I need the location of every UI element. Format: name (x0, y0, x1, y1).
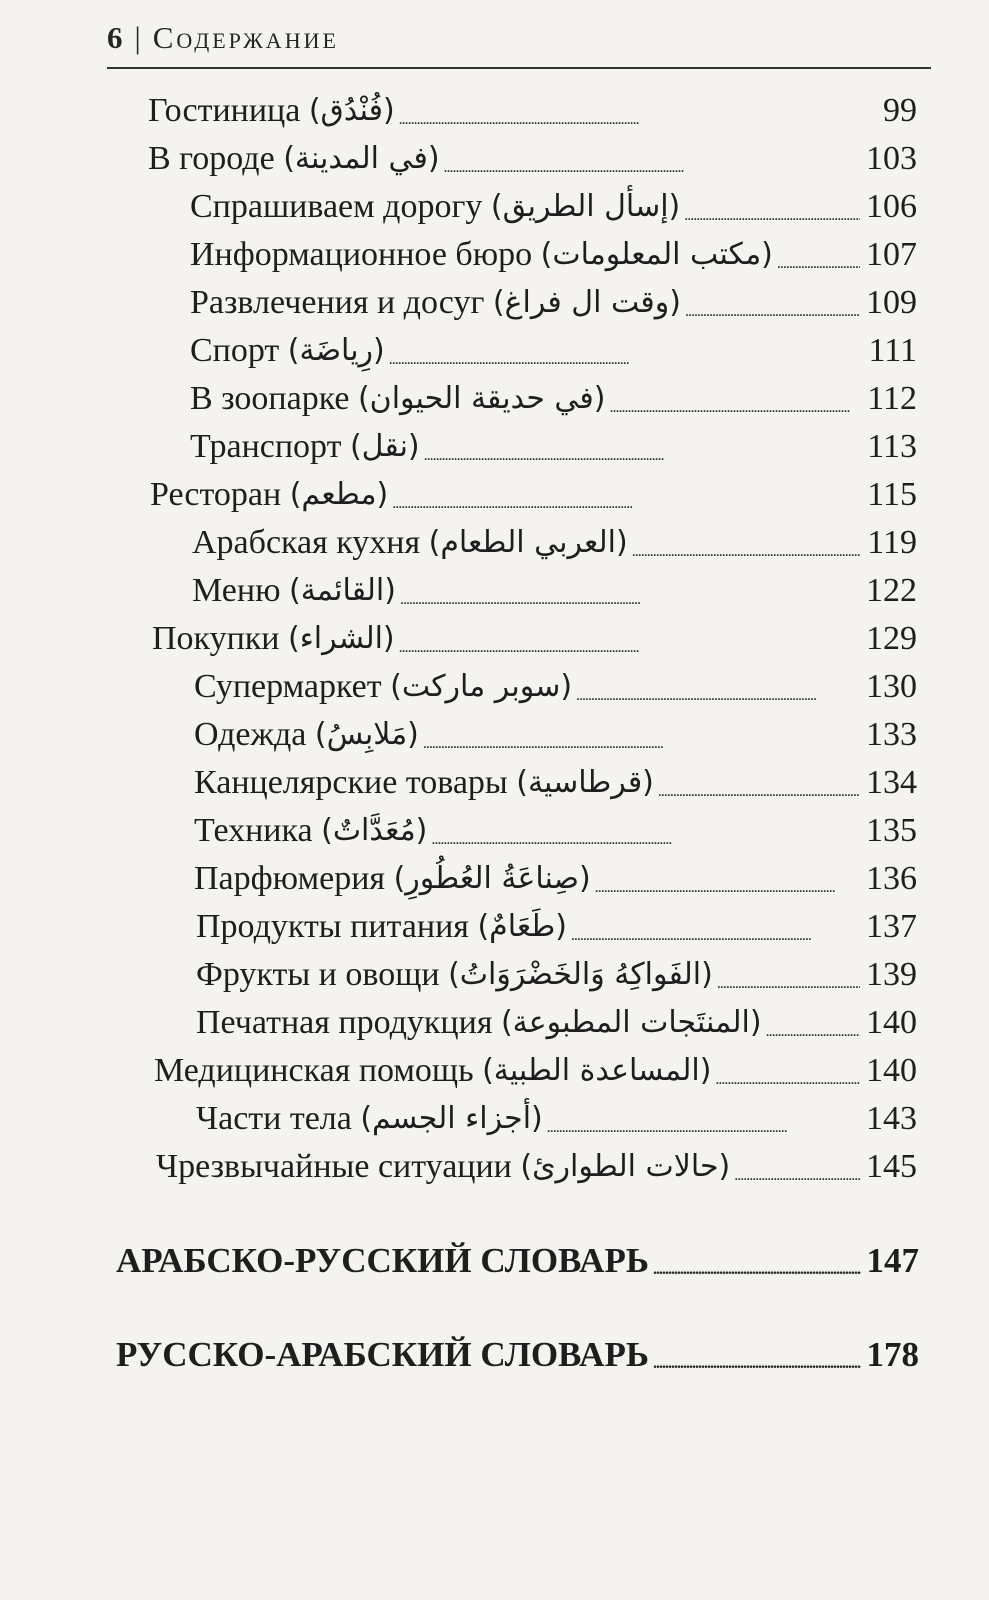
toc-entry-fruits-vegetables (196, 952, 917, 998)
toc-entry-title: АРАБСКО-РУССКИЙ СЛОВАРЬ (116, 1241, 649, 1280)
toc-entry-title: Печатная продукция (196, 1004, 493, 1041)
toc-entry-page: 113 (867, 428, 917, 465)
dot-leader (730, 1144, 860, 1190)
toc-entry-title: РУССКО-АРАБСКИЙ СЛОВАРЬ (116, 1335, 649, 1374)
toc-entry-title: В городе (148, 140, 275, 177)
toc-entry-page: 178 (866, 1335, 919, 1374)
toc-entry-printed-products (196, 1000, 917, 1046)
toc-entry-page: 106 (866, 188, 917, 225)
header-separator: | (134, 20, 141, 55)
toc-entry-title: Спорт (190, 332, 280, 369)
dot-leader (395, 616, 860, 662)
toc-entry-title: Одежда (194, 716, 307, 753)
dot-leader (654, 760, 860, 806)
toc-entry-page: 134 (866, 764, 917, 801)
toc-entry-page: 133 (866, 716, 917, 753)
toc-entry-groceries (196, 904, 917, 950)
toc-entry-title: Ресторан (150, 476, 282, 513)
toc-entry-asking-directions (190, 184, 917, 230)
toc-entry-hotel (148, 88, 917, 134)
toc-entry-page: 112 (867, 380, 917, 417)
toc-entry-title: В зоопарке (190, 380, 350, 417)
toc-entry-title: Арабская кухня (192, 524, 421, 561)
toc-entry-title: Меню (192, 572, 281, 609)
toc-entry-title: Транспорт (190, 428, 342, 465)
toc-entry-arabic: (المنتَجات المطبوعة) (500, 1005, 762, 1040)
toc-entry-page: 130 (866, 668, 917, 705)
dot-leader (572, 664, 860, 710)
toc-entry-menu (192, 568, 917, 614)
toc-entry-page: 139 (866, 956, 917, 993)
toc-entry-page: 140 (866, 1004, 917, 1041)
dot-leader (680, 184, 860, 230)
toc-entry-page: 140 (866, 1052, 917, 1089)
dot-leader (419, 712, 860, 758)
toc-entry-body-parts (196, 1096, 917, 1142)
toc-entry-arabic: (مكتب المعلومات) (540, 237, 773, 272)
dot-leader (649, 1332, 861, 1378)
toc-entry-arabic: (أجزاء الجسم) (360, 1101, 543, 1136)
toc-entry-emergencies (156, 1144, 917, 1190)
toc-entry-page: 136 (866, 860, 917, 897)
toc-entry-arab-cuisine (192, 520, 917, 566)
toc-entry-arabic: (الشراء) (288, 621, 395, 656)
toc-entry-arabic: (مُعَدَّاتٌ) (321, 813, 428, 848)
toc-entry-arabic: (رِياضَة) (287, 333, 385, 368)
toc-entry-page: 143 (866, 1100, 917, 1137)
toc-entry-medical-help (154, 1048, 917, 1094)
toc-entry-sport (190, 328, 917, 374)
toc-entry-title: Фрукты и овощи (196, 956, 440, 993)
dot-leader (773, 232, 860, 278)
toc-entry-title: Техника (194, 812, 313, 849)
toc-entry-stationery (194, 760, 917, 806)
toc-entry-title: Части тела (196, 1100, 352, 1137)
toc-entry-perfumery (194, 856, 917, 902)
toc-entry-title: Спрашиваем дорогу (190, 188, 483, 225)
toc-entry-transport (190, 424, 917, 470)
toc-entry-arabic: (نقل) (349, 429, 420, 464)
toc-entry-title: Медицинская помощь (154, 1052, 474, 1089)
toc-entry-page: 129 (866, 620, 917, 657)
toc-entry-page: 122 (866, 572, 917, 609)
toc-entry-page: 135 (866, 812, 917, 849)
toc-entry-arabic: (طَعَامٌ) (477, 909, 567, 944)
dot-leader (427, 808, 860, 854)
dot-leader (628, 520, 862, 566)
toc-entry-arabic: (إسأل الطريق) (490, 189, 681, 224)
toc-entry-arabic-russian-dictionary (116, 1238, 919, 1284)
toc-entry-arabic: (في المدينة) (283, 141, 440, 176)
toc-entry-arabic: (الفَواكِهُ وَالخَضْرَوَاتُ) (448, 957, 713, 992)
dot-leader (395, 88, 877, 134)
toc-entry-arabic: (في حديقة الحيوان) (357, 381, 606, 416)
toc-entry-page: 145 (866, 1148, 917, 1185)
toc-entry-arabic: (العربي الطعام) (428, 525, 628, 560)
toc-entry-page: 115 (867, 476, 917, 513)
dot-leader (713, 952, 860, 998)
dot-leader (543, 1096, 860, 1142)
toc-entry-title: Чрезвычайные ситуации (156, 1148, 512, 1185)
toc-entry-title: Канцелярские товары (194, 764, 508, 801)
toc-entry-title: Покупки (152, 620, 280, 657)
toc-entry-page: 111 (868, 332, 917, 369)
toc-entry-arabic: (سوبر ماركت) (390, 669, 573, 704)
toc-entry-leisure (190, 280, 917, 326)
toc-entry-page: 137 (866, 908, 917, 945)
toc-entry-arabic: (وقت ال فراغ) (492, 285, 681, 320)
dot-leader (396, 568, 860, 614)
toc-entry-zoo (190, 376, 917, 422)
header-rule (107, 67, 931, 69)
dot-leader (385, 328, 863, 374)
page-number: 6 (107, 20, 123, 55)
dot-leader (420, 424, 862, 470)
toc-entry-page: 103 (866, 140, 917, 177)
toc-entry-page: 147 (866, 1241, 919, 1280)
toc-entry-title: Супермаркет (194, 668, 382, 705)
toc-entry-title: Парфюмерия (194, 860, 386, 897)
dot-leader (440, 136, 860, 182)
toc-entry-arabic: (القائمة) (288, 573, 396, 608)
toc-entry-arabic: (قرطاسية) (516, 765, 654, 800)
toc-entry-arabic: (فُنْدُق) (308, 93, 395, 128)
toc-entry-in-city (148, 136, 917, 182)
toc-entry-page: 107 (866, 236, 917, 273)
toc-entry-clothes (194, 712, 917, 758)
toc-entry-arabic: (حالات الطوارئ) (520, 1149, 731, 1184)
toc-entry-shopping (152, 616, 917, 662)
toc-entry-arabic: (المساعدة الطبية) (482, 1053, 712, 1088)
toc-entry-russian-arabic-dictionary (116, 1332, 919, 1378)
toc-entry-arabic: (مَلابِسُ) (314, 717, 419, 752)
dot-leader (388, 472, 861, 518)
toc-entry-page: 99 (883, 92, 917, 129)
running-header (107, 20, 931, 68)
dot-leader (605, 376, 861, 422)
toc-entry-title: Продукты питания (196, 908, 469, 945)
toc-entry-page: 109 (866, 284, 917, 321)
toc-entry-title: Информационное бюро (190, 236, 533, 273)
toc-entry-restaurant (150, 472, 917, 518)
toc-entry-arabic: (صِناعَةُ العُطُورِ) (393, 861, 591, 896)
dot-leader (711, 1048, 860, 1094)
dot-leader (762, 1000, 860, 1046)
toc-entry-arabic: (مطعم) (289, 477, 389, 512)
toc-entry-supermarket (194, 664, 917, 710)
toc-entry-title: Гостиница (148, 92, 301, 129)
dot-leader (649, 1238, 861, 1284)
dot-leader (591, 856, 860, 902)
toc-entry-page: 119 (867, 524, 917, 561)
toc-entry-info-bureau (190, 232, 917, 278)
dot-leader (567, 904, 860, 950)
toc-entry-electronics (194, 808, 917, 854)
dot-leader (681, 280, 860, 326)
toc-entry-title: Развлечения и досуг (190, 284, 485, 321)
section-title: Содержание (152, 20, 339, 55)
